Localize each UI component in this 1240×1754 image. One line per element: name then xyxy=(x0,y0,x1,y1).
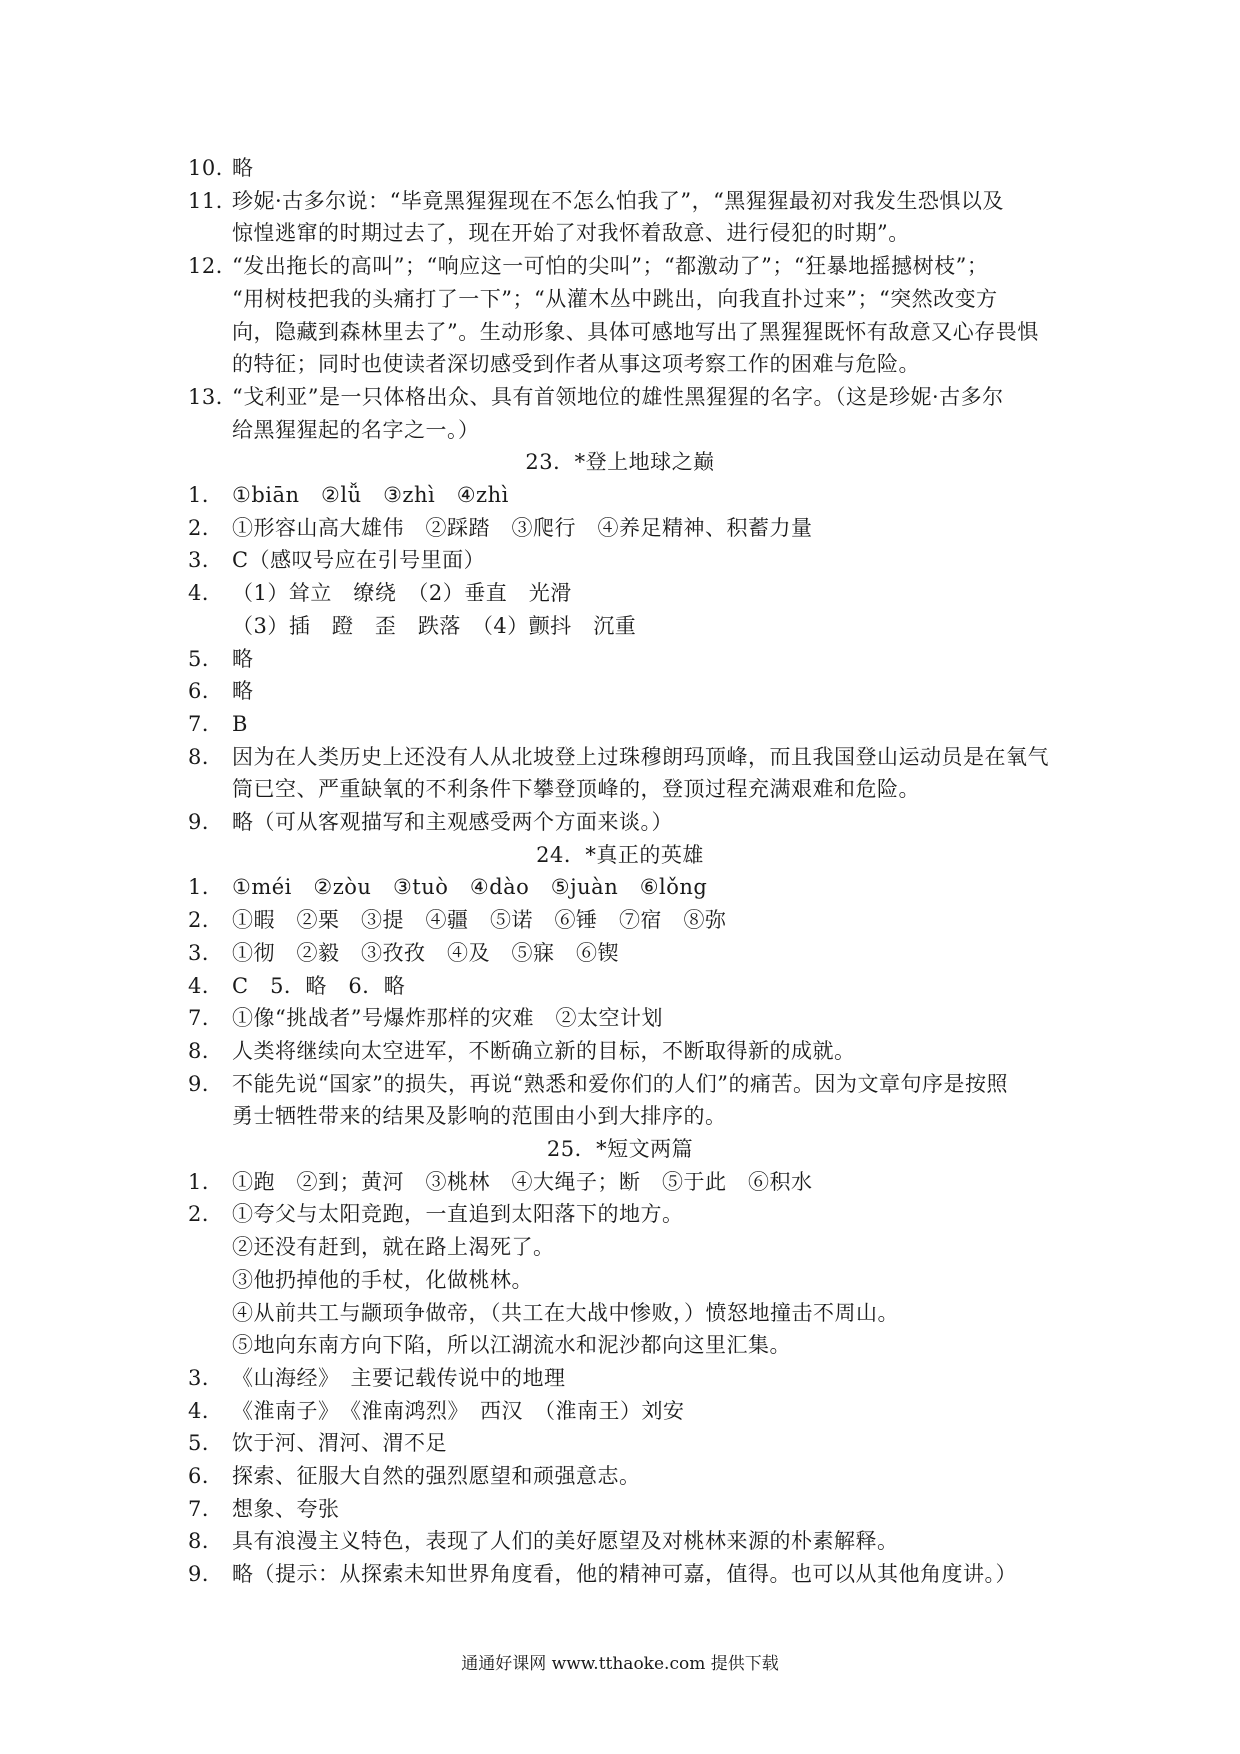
question-number: 1． xyxy=(188,1169,224,1194)
answer-text: 略 xyxy=(232,156,254,180)
section-heading: 23．*登上地球之巅 xyxy=(525,450,715,475)
question-number: 1． xyxy=(188,875,224,900)
answer-text: 具有浪漫主义特色，表现了人们的美好愿望及对桃林来源的朴素解释。 xyxy=(232,1529,899,1554)
question-number: 4． xyxy=(188,581,224,606)
answer-text: 饮于河、渭河、渭不足 xyxy=(232,1431,447,1456)
answer-text: ①biān ②lǚ ③zhì ④zhì xyxy=(232,483,509,507)
answer-text: ①夸父与太阳竞跑，一直追到太阳落下的地方。 xyxy=(232,1202,684,1227)
answer-text: 略 xyxy=(232,646,254,671)
answer-text: 略（提示：从探索未知世界角度看，他的精神可嘉，值得。也可以从其他角度讲。） xyxy=(232,1562,1017,1587)
answer-text: “发出拖长的高叫”；“响应这一可怕的尖叫”；“都激动了”；“狂暴地摇撼树枝”； xyxy=(232,254,989,279)
question-number: 5． xyxy=(188,1431,224,1456)
answer-text: C（感叹号应在引号里面） xyxy=(232,548,486,573)
answer-text: C 5．略 6．略 xyxy=(232,973,406,998)
answer-text: 人类将继续向太空进军，不断确立新的目标，不断取得新的成就。 xyxy=(232,1038,856,1063)
question-number: 9． xyxy=(188,1071,224,1096)
answer-text: ④从前共工与颛顼争做帝，（共工在大战中惨败，）愤怒地撞击不周山。 xyxy=(232,1300,899,1325)
answer-text: 惊惶逃窜的时期过去了，现在开始了对我怀着敌意、进行侵犯的时期”。 xyxy=(232,221,910,246)
answer-text: ①像“挑战者”号爆炸那样的灾难 ②太空计划 xyxy=(232,1006,663,1031)
question-number: 8． xyxy=(188,1038,224,1063)
answer-text: 给黑猩猩起的名字之一。） xyxy=(232,417,480,442)
question-number: 3． xyxy=(188,548,224,573)
question-number: 6． xyxy=(188,679,224,704)
answer-text: 略（可从客观描写和主观感受两个方面来谈。） xyxy=(232,810,673,834)
section-heading: 24．*真正的英雄 xyxy=(536,842,704,867)
answer-text: 想象、夸张 xyxy=(232,1496,340,1521)
answer-text: ③他扔掉他的手杖，化做桃林。 xyxy=(232,1267,533,1292)
answer-text: ⑤地向东南方向下陷，所以江湖流水和泥沙都向这里汇集。 xyxy=(232,1333,791,1358)
answer-text: ①méi ②zòu ③tuò ④dào ⑤juàn ⑥lǒng xyxy=(232,875,708,900)
answer-text: B xyxy=(232,711,248,736)
answer-text: 的特征；同时也使读者深切感受到作者从事这项考察工作的困难与危险。 xyxy=(232,352,920,377)
question-number: 7． xyxy=(188,1006,224,1031)
question-number: 2． xyxy=(188,1202,224,1227)
answer-text: ①彻 ②毅 ③孜孜 ④及 ⑤寐 ⑥锲 xyxy=(232,940,619,965)
question-number: 8． xyxy=(188,1529,224,1554)
answer-text: “用树枝把我的头痛打了一下”；“从灌木丛中跳出，向我直扑过来”；“突然改变方 xyxy=(232,286,998,311)
answer-text: （3）插 蹬 歪 跌落 （4）颤抖 沉重 xyxy=(232,613,637,638)
question-number: 7． xyxy=(188,1496,224,1521)
question-number: 11． xyxy=(188,188,238,213)
section-heading: 25．*短文两篇 xyxy=(546,1137,694,1161)
answer-text: 珍妮·古多尔说：“毕竟黑猩猩现在不怎么怕我了”，“黑猩猩最初对我发生恐惧以及 xyxy=(232,188,1004,213)
question-number: 13． xyxy=(188,384,238,409)
question-number: 7． xyxy=(188,711,224,736)
answer-text: ①暇 ②栗 ③提 ④疆 ⑤诺 ⑥锤 ⑦宿 ⑧弥 xyxy=(232,908,727,933)
question-number: 10． xyxy=(188,156,238,180)
question-number: 3． xyxy=(188,1365,224,1390)
question-number: 8． xyxy=(188,744,224,769)
answer-text: 探索、征服大自然的强烈愿望和顽强意志。 xyxy=(232,1464,641,1488)
answer-text: 筒已空、严重缺氧的不利条件下攀登顶峰的，登顶过程充满艰难和危险。 xyxy=(232,777,920,802)
question-number: 2． xyxy=(188,515,224,540)
answer-text: （1）耸立 缭绕 （2）垂直 光滑 xyxy=(232,581,572,606)
question-number: 12． xyxy=(188,254,238,279)
page-footer: 通通好课网 www.tthaoke.com 提供下载 xyxy=(461,1654,779,1674)
answer-text: “戈利亚”是一只体格出众、具有首领地位的雄性黑猩猩的名字。（这是珍妮·古多尔 xyxy=(232,384,1004,409)
question-number: 2． xyxy=(188,908,224,933)
answer-text: 《淮南子》 《淮南鸿烈》 西汉 （淮南王）刘安 xyxy=(232,1398,685,1423)
answer-text: 《山海经》 主要记载传说中的地理 xyxy=(232,1365,566,1390)
question-number: 4． xyxy=(188,1398,224,1423)
question-number: 3． xyxy=(188,940,224,965)
answer-text: 不能先说“国家”的损失，再说“熟悉和爱你们的人们”的痛苦。因为文章句序是按照 xyxy=(232,1071,1008,1096)
answer-text: 向，隐藏到森林里去了”。生动形象、具体可感地写出了黑猩猩既怀有敌意又心存畏惧 xyxy=(232,319,1039,344)
question-number: 9． xyxy=(188,1562,224,1587)
question-number: 4． xyxy=(188,973,224,998)
answer-text: 勇士牺牲带来的结果及影响的范围由小到大排序的。 xyxy=(232,1104,727,1129)
answer-text: ①跑 ②到；黄河 ③桃林 ④大绳子；断 ⑤于此 ⑥积水 xyxy=(232,1169,813,1194)
question-number: 6． xyxy=(188,1464,224,1488)
question-number: 1． xyxy=(188,483,224,507)
question-number: 9． xyxy=(188,810,224,834)
answer-text: ①形容山高大雄伟 ②踩踏 ③爬行 ④养足精神、积蓄力量 xyxy=(232,515,813,540)
answer-text: ②还没有赶到，就在路上渴死了。 xyxy=(232,1235,555,1260)
question-number: 5． xyxy=(188,646,224,671)
answer-text: 略 xyxy=(232,679,254,704)
answer-text: 因为在人类历史上还没有人从北坡登上过珠穆朗玛顶峰，而且我国登山运动员是在氧气 xyxy=(232,744,1049,769)
